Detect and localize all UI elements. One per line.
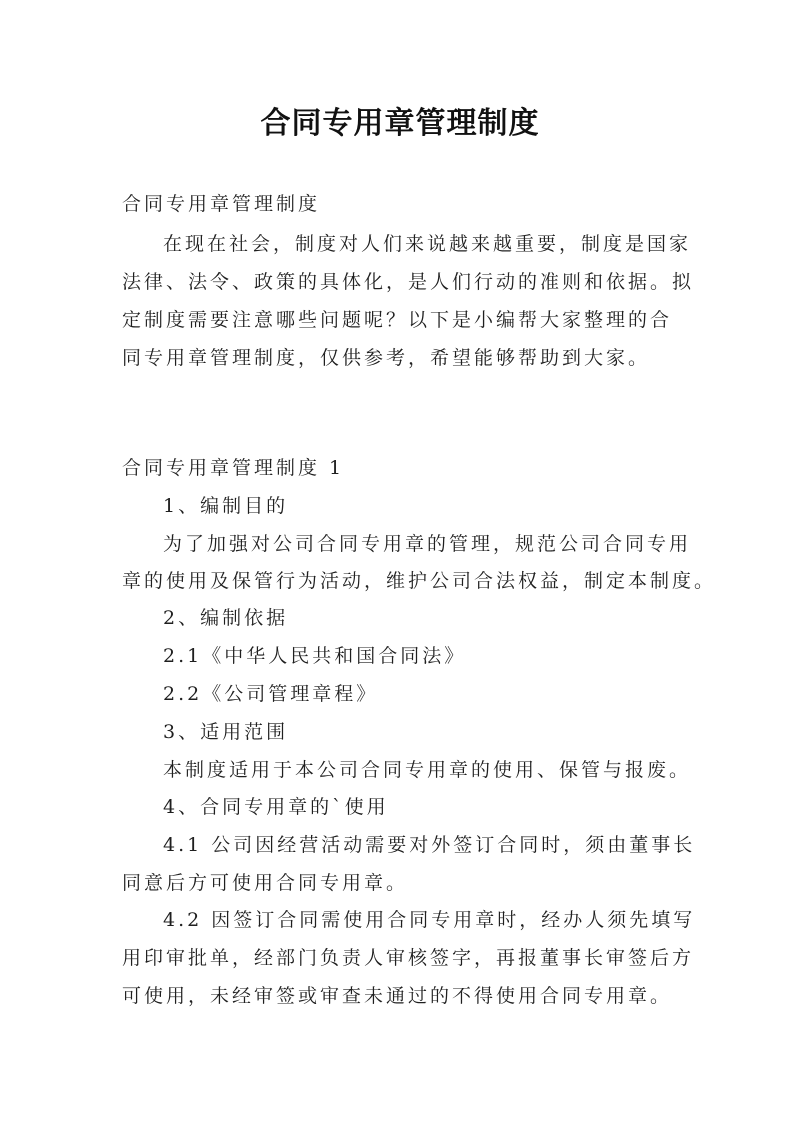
paragraph-line: 章的使用及保管行为活动，维护公司合法权益，制定本制度。 [122,570,717,592]
paragraph-line: 用印审批单，经部门负责人审核签字，再报董事长审签后方 [122,947,695,969]
intro-paragraph-line: 同专用章管理制度，仅供参考，希望能够帮助到大家。 [122,347,651,369]
intro-paragraph-line: 法律、法令、政策的具体化，是人们行动的准则和依据。拟 [122,271,695,293]
list-item: 2.1《中华人民共和国合同法》 [163,645,467,667]
paragraph-line: 4.2 因签订合同需使用合同专用章时，经办人须先填写 [163,909,696,931]
paragraph-line: 本制度适用于本公司合同专用章的使用、保管与报废。 [163,759,692,781]
paragraph-line: 为了加强对公司合同专用章的管理，规范公司合同专用 [163,533,692,555]
paragraph-line: 同意后方可使用合同专用章。 [122,872,409,894]
paragraph-line: 可使用，未经审签或审查未通过的不得使用合同专用章。 [122,985,673,1007]
subsection-heading: 2、编制依据 [163,607,289,629]
subsection-heading: 3、适用范围 [163,721,289,743]
intro-paragraph-line: 定制度需要注意哪些问题呢？以下是小编帮大家整理的合 [122,309,673,331]
document-title: 合同专用章管理制度 [260,106,540,141]
intro-heading: 合同专用章管理制度 [122,193,321,215]
subsection-heading: 4、合同专用章的`使用 [163,796,389,818]
subsection-heading: 1、编制目的 [163,495,289,517]
intro-paragraph-line: 在现在社会，制度对人们来说越来越重要，制度是国家 [163,233,692,255]
list-item: 2.2《公司管理章程》 [163,683,379,705]
paragraph-line: 4.1 公司因经营活动需要对外签订合同时，须由董事长 [163,834,696,856]
section-heading: 合同专用章管理制度 1 [122,457,345,479]
